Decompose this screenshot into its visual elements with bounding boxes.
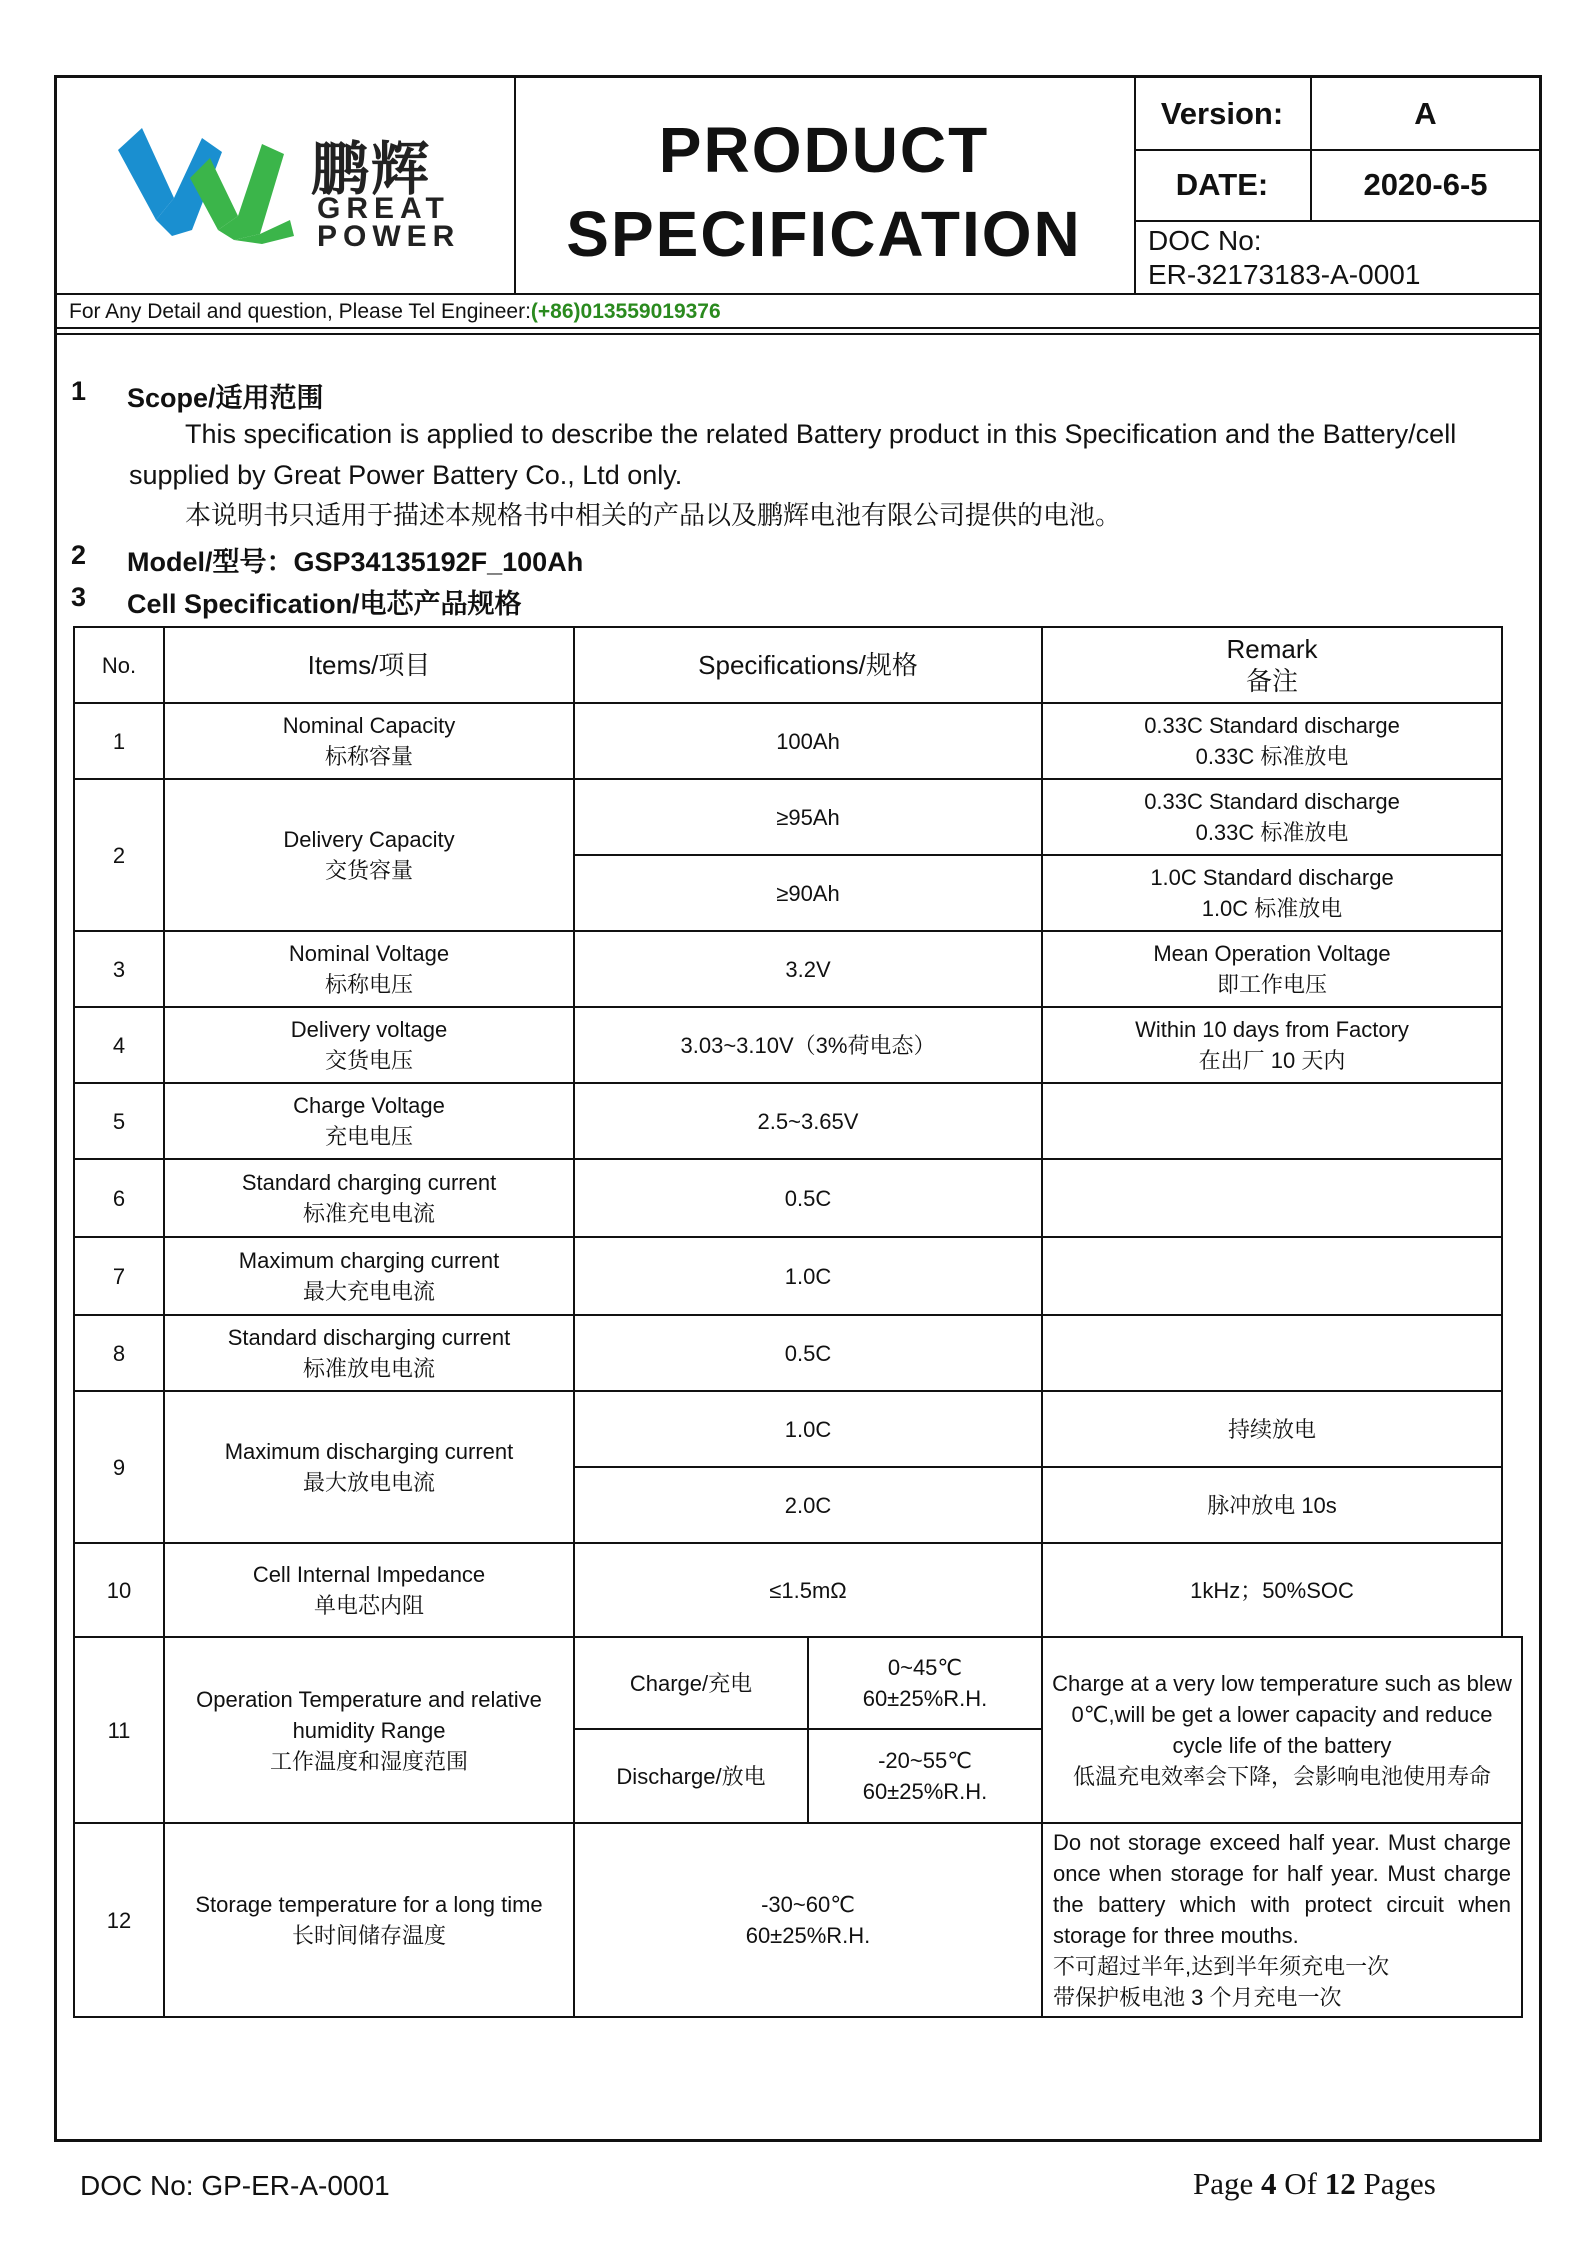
item-cell xyxy=(164,1543,574,1637)
logo-chinese-name: 鹏辉 xyxy=(311,135,432,203)
table-row xyxy=(74,703,1522,779)
table-spacer xyxy=(1502,1007,1522,1083)
page-number: 4 xyxy=(1261,2166,1277,2201)
logo-cell xyxy=(57,78,516,293)
storage-temp: -30~60℃ xyxy=(761,1892,855,1917)
section-2-title: Model/型号：GSP34135192F_100Ah xyxy=(127,547,584,577)
item-cn: 充电电压 xyxy=(324,1124,413,1149)
discharge-range xyxy=(808,1729,1042,1823)
spec-value: 1.0C xyxy=(574,1237,1042,1315)
remark-value: 1kHz；50%SOC xyxy=(1042,1543,1502,1637)
remark-en: Charge at a very low temperature such as blew 0℃,will be get a lower capacity and reduce cycle life of the battery xyxy=(1052,1671,1512,1758)
spec-value: 1.0C xyxy=(574,1391,1042,1467)
header-specifications: Specifications/规格 xyxy=(574,627,1042,703)
charge-temp: 0~45℃ xyxy=(887,1655,963,1680)
remark-cell xyxy=(1042,1823,1522,2017)
item-cell xyxy=(164,1823,574,2017)
table-spacer xyxy=(1502,1237,1522,1315)
doc-no-value: ER-32173183-A-0001 xyxy=(1148,259,1421,290)
item-cn: 标准充电电流 xyxy=(302,1201,435,1226)
item-cell xyxy=(164,1159,574,1237)
footer-page-indicator xyxy=(1193,2166,1436,2202)
row-number: 8 xyxy=(74,1315,164,1391)
item-en: Cell Internal Impedance xyxy=(252,1562,486,1587)
item-cn: 单电芯内阻 xyxy=(313,1593,424,1618)
table-row xyxy=(74,1637,1522,1729)
remark-cn-1: 不可超过半年,达到半年须充电一次 xyxy=(1053,1954,1390,1979)
spec-cell xyxy=(574,1823,1042,2017)
table-spacer xyxy=(1502,1391,1522,1467)
row-number: 3 xyxy=(74,931,164,1007)
spec-value: 100Ah xyxy=(574,703,1042,779)
contact-line xyxy=(57,293,1539,329)
item-en: Storage temperature for a long time xyxy=(195,1892,543,1917)
row-number: 1 xyxy=(74,703,164,779)
row-number: 7 xyxy=(74,1237,164,1315)
spec-value: ≤1.5mΩ xyxy=(574,1543,1042,1637)
remark-cn: 0.33C 标准放电 xyxy=(1195,744,1349,769)
remark-value: 持续放电 xyxy=(1042,1391,1502,1467)
remark-en: Mean Operation Voltage xyxy=(1153,941,1391,966)
remark-cell xyxy=(1042,1007,1502,1083)
remark-cn-2: 带保护板电池 3 个月充电一次 xyxy=(1053,1985,1342,2010)
contact-text: For Any Detail and question, Please Tel Engineer: xyxy=(69,300,531,323)
document-frame xyxy=(54,75,1542,2142)
item-cell xyxy=(164,703,574,779)
section-3-title: Cell Specification/电芯产品规格 xyxy=(127,589,522,619)
page-word: Page xyxy=(1193,2166,1254,2201)
item-cn: 交货电压 xyxy=(324,1048,413,1073)
meta-cell xyxy=(1134,78,1539,293)
charge-range xyxy=(808,1637,1042,1729)
discharge-label: Discharge/放电 xyxy=(574,1729,808,1823)
row-number: 10 xyxy=(74,1543,164,1637)
item-cn: 工作温度和湿度范围 xyxy=(269,1748,468,1774)
spec-value: 0.5C xyxy=(574,1159,1042,1237)
row-number: 4 xyxy=(74,1007,164,1083)
item-en: Charge Voltage xyxy=(293,1093,445,1118)
spec-value: 2.5~3.65V xyxy=(574,1083,1042,1159)
remark-en: Do not storage exceed half year. Must charge once when storage for half year. Must charge the battery which with protect circuit when storage for three mouths. xyxy=(1053,1830,1511,1948)
contact-phone: (+86)013559019376 xyxy=(530,300,721,323)
table-row xyxy=(74,1159,1522,1237)
remark-cn: 1.0C 标准放电 xyxy=(1201,896,1343,921)
remark-cell xyxy=(1042,703,1502,779)
item-cell xyxy=(164,1083,574,1159)
table-row xyxy=(74,1823,1522,2017)
table-spacer xyxy=(1502,1315,1522,1391)
spec-value: 3.03~3.10V（3%荷电态） xyxy=(574,1007,1042,1083)
item-cell xyxy=(164,1237,574,1315)
table-header-row xyxy=(74,627,1522,703)
title-cell xyxy=(514,78,1136,293)
remark-cell xyxy=(1042,1237,1502,1315)
item-cell xyxy=(164,931,574,1007)
remark-cell xyxy=(1042,779,1502,855)
charge-rh: 60±25%R.H. xyxy=(862,1686,988,1711)
date-row xyxy=(1134,150,1539,222)
section-1-number: 1 xyxy=(71,376,87,406)
row-number: 6 xyxy=(74,1159,164,1237)
item-en: Nominal Capacity xyxy=(282,713,456,738)
table-spacer xyxy=(1502,1467,1522,1543)
table-spacer xyxy=(1502,1083,1522,1159)
date-value: 2020-6-5 xyxy=(1363,167,1488,202)
row-number: 12 xyxy=(74,1823,164,2017)
item-en: Delivery voltage xyxy=(290,1017,448,1042)
item-en: Operation Temperature and relative humidity Range xyxy=(196,1686,542,1743)
remark-cell xyxy=(1042,1315,1502,1391)
page-total: 12 xyxy=(1324,2166,1356,2201)
table-row xyxy=(74,1007,1522,1083)
header-no: No. xyxy=(74,627,164,703)
table-row xyxy=(74,931,1522,1007)
header-items: Items/项目 xyxy=(164,627,574,703)
remark-value: 脉冲放电 10s xyxy=(1042,1467,1502,1543)
item-en: Standard charging current xyxy=(241,1170,497,1195)
cell-specification-table xyxy=(73,626,1523,2018)
discharge-rh: 60±25%R.H. xyxy=(862,1779,988,1804)
section-1-paragraph xyxy=(129,414,1527,537)
table-row xyxy=(74,1543,1522,1637)
section-1-title: Scope/适用范围 xyxy=(127,383,324,413)
pages-word: Pages xyxy=(1363,2166,1436,2201)
table-row xyxy=(74,1237,1522,1315)
spec-value: 2.0C xyxy=(574,1467,1042,1543)
table-spacer xyxy=(1502,779,1522,855)
row-number: 11 xyxy=(74,1637,164,1823)
item-cell xyxy=(164,1315,574,1391)
logo-english-great: GREAT xyxy=(317,192,450,225)
row-number: 2 xyxy=(74,779,164,931)
document-header xyxy=(57,78,1539,293)
table-spacer xyxy=(1502,703,1522,779)
version-value: A xyxy=(1414,95,1437,131)
remark-cell xyxy=(1042,1637,1522,1823)
table-spacer xyxy=(1502,1159,1522,1237)
version-row xyxy=(1134,78,1539,151)
spec-value: 0.5C xyxy=(574,1315,1042,1391)
discharge-temp: -20~55℃ xyxy=(878,1748,972,1773)
item-cn: 最大放电电流 xyxy=(302,1470,435,1495)
title-line-2: SPECIFICATION xyxy=(566,198,1082,270)
item-cn: 标准放电电流 xyxy=(302,1356,435,1381)
remark-cell xyxy=(1042,931,1502,1007)
spec-value: ≥95Ah xyxy=(574,779,1042,855)
header-remark xyxy=(1042,627,1502,703)
remark-cell xyxy=(1042,855,1502,931)
item-cn: 标称电压 xyxy=(324,972,413,997)
header-remark-cn: 备注 xyxy=(1245,666,1298,696)
logo-english-power: POWER xyxy=(317,220,461,253)
title-line-1: PRODUCT xyxy=(658,114,990,186)
table-row xyxy=(74,1083,1522,1159)
charge-label: Charge/充电 xyxy=(574,1637,808,1729)
row-number: 5 xyxy=(74,1083,164,1159)
version-label: Version: xyxy=(1134,78,1312,149)
item-en: Maximum charging current xyxy=(238,1248,500,1273)
item-cn: 交货容量 xyxy=(324,858,413,883)
table-row xyxy=(74,1315,1522,1391)
of-word: Of xyxy=(1284,2166,1317,2201)
header-divider xyxy=(57,333,1539,335)
header-remark-en: Remark xyxy=(1226,634,1318,664)
item-en: Delivery Capacity xyxy=(283,827,455,852)
table-spacer xyxy=(1502,855,1522,931)
storage-rh: 60±25%R.H. xyxy=(745,1923,871,1948)
scope-text-en-line1: This specification is applied to describe the related Battery product in this Specification and the Battery/cell xyxy=(185,419,1457,449)
table-spacer xyxy=(1502,1543,1522,1637)
doc-number-block xyxy=(1148,224,1420,292)
doc-no-label: DOC No: xyxy=(1148,225,1262,256)
section-3-number: 3 xyxy=(71,582,87,612)
item-en: Maximum discharging current xyxy=(224,1439,514,1464)
item-cell xyxy=(164,1637,574,1823)
remark-cell xyxy=(1042,1159,1502,1237)
item-cell xyxy=(164,779,574,931)
date-label: DATE: xyxy=(1134,150,1312,220)
table-spacer xyxy=(1502,627,1522,703)
spec-value: 3.2V xyxy=(574,931,1042,1007)
scope-text-cn: 本说明书只适用于描述本规格书中相关的产品以及鹏辉电池有限公司提供的电池。 xyxy=(185,501,1122,531)
item-cell xyxy=(164,1391,574,1543)
remark-cell xyxy=(1042,1083,1502,1159)
item-cn: 标称容量 xyxy=(324,744,413,769)
item-cn: 最大充电电流 xyxy=(302,1279,435,1304)
row-number: 9 xyxy=(74,1391,164,1543)
spec-value: ≥90Ah xyxy=(574,855,1042,931)
item-cell xyxy=(164,1007,574,1083)
section-2-number: 2 xyxy=(71,540,87,570)
remark-en: 0.33C Standard discharge xyxy=(1144,713,1400,738)
scope-text-en-line2: supplied by Great Power Battery Co., Ltd only. xyxy=(129,460,683,490)
footer-doc-number: DOC No: GP-ER-A-0001 xyxy=(80,2170,390,2201)
remark-en: Within 10 days from Factory xyxy=(1135,1017,1409,1042)
item-en: Nominal Voltage xyxy=(288,941,450,966)
remark-cn: 在出厂 10 天内 xyxy=(1198,1048,1346,1073)
remark-cn: 0.33C 标准放电 xyxy=(1195,820,1349,845)
item-en: Standard discharging current xyxy=(227,1325,511,1350)
remark-en: 0.33C Standard discharge xyxy=(1144,789,1400,814)
table-row xyxy=(74,779,1522,855)
item-cn: 长时间储存温度 xyxy=(291,1923,446,1948)
table-spacer xyxy=(1502,931,1522,1007)
remark-en: 1.0C Standard discharge xyxy=(1150,865,1394,890)
remark-cn: 即工作电压 xyxy=(1216,972,1327,997)
table-row xyxy=(74,1391,1522,1467)
remark-cn: 低温充电效率会下降，会影响电池使用寿命 xyxy=(1072,1764,1491,1789)
